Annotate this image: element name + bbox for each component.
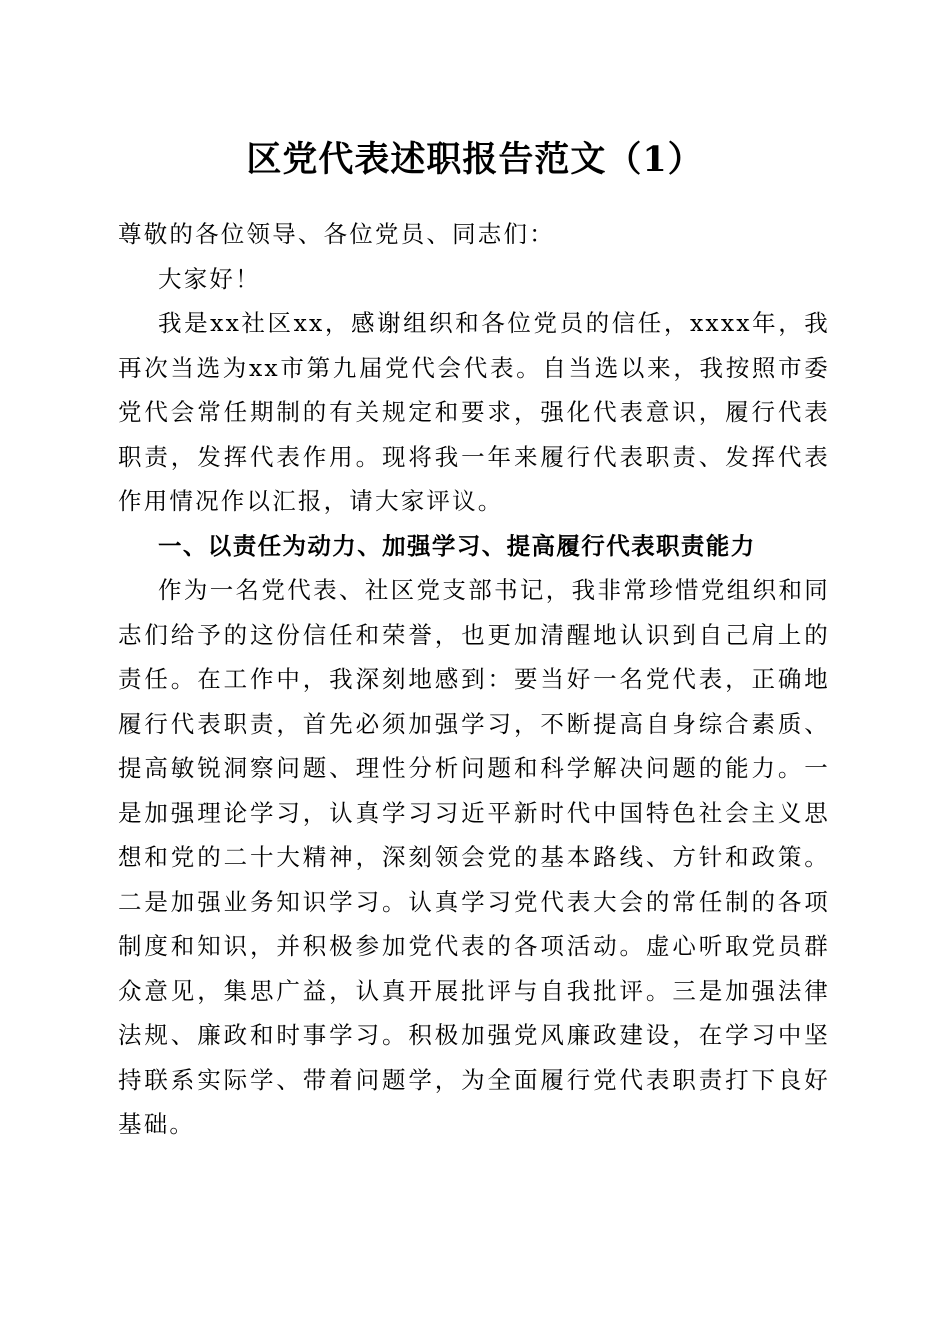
greeting: 大家好！ — [158, 264, 261, 293]
section-heading-1: 一、以责任为动力、加强学习、提高履行代表职责能力 — [158, 531, 756, 560]
salutation: 尊敬的各位领导、各位党员、同志们： — [118, 220, 555, 248]
intro-paragraph: 我是xx社区xx，感谢组织和各位党员的信任，xxxx年，我再次当选为xx市第九届党代会代表。自当选以来，我按照市委党代会常任期制的有关规定和要求，强化代表意识，履行代表职责，发挥代表作用。现将我一年来履行代表职责、发挥代表作用情况作以汇报，请大家评议。 — [118, 309, 830, 515]
section-paragraph-1: 作为一名党代表、社区党支部书记，我非常珍惜党组织和同志们给予的这份信任和荣誉，也更加清醒地认识到自己肩上的责任。在工作中，我深刻地感到：要当好一名党代表，正确地履行代表职责，首先必须加强学习，不断提高自身综合素质、提高敏锐洞察问题、理性分析问题和科学解决问题的能力。一是加强理论学习，认真学习习近平新时代中国特色社会主义思想和党的二十大精神，深刻领会党的基本路线、方针和政策。二是加强业务知识学习。认真学习党代表大会的常任制的各项制度和知识，并积极参加党代表的各项活动。虚心听取党员群众意见，集思广益，认真开展批评与自我批评。三是加强法律法规、廉政和时事学习。积极加强党风廉政建设，在学习中坚持联系实际学、带着问题学，为全面履行党代表职责打下良好基础。 — [118, 576, 830, 1138]
page-title: 区党代表述职报告范文（1） — [246, 139, 704, 180]
document-body — [118, 212, 830, 1147]
